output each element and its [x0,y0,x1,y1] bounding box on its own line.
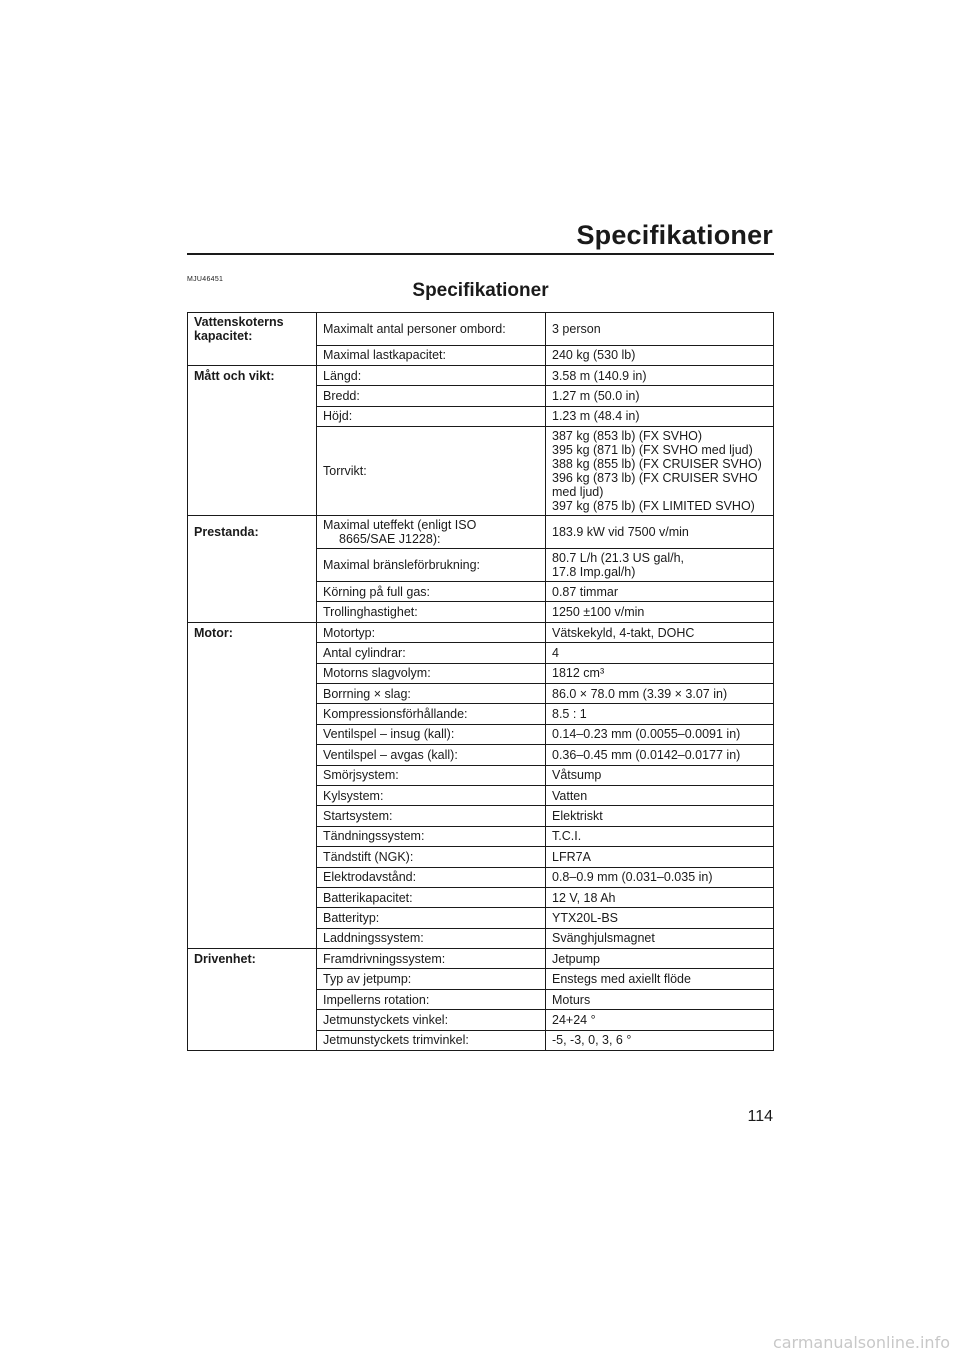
spec-category-cell [188,1010,317,1030]
spec-value-cell [546,582,774,602]
spec-value-cell [546,765,774,785]
spec-label: Torrvikt: [323,464,367,479]
spec-label-cell [317,345,546,365]
spec-category-cell [188,643,317,663]
spec-label-cell [317,365,546,385]
spec-value-cell [546,908,774,928]
spec-value-cell [546,1010,774,1030]
spec-value-cell [546,724,774,744]
spec-label: Längd: [323,368,362,383]
spec-value: 3.58 m (140.9 in) [552,368,647,383]
spec-row [188,622,774,642]
spec-value: Enstegs med axiellt flöde [552,972,691,987]
spec-row [188,949,774,969]
spec-value: Elektriskt [552,809,603,824]
spec-label-cell [317,969,546,989]
spec-label-cell [317,989,546,1009]
spec-value: 1.23 m (48.4 in) [552,409,640,424]
spec-label-cell [317,826,546,846]
spec-value-cell [546,785,774,805]
spec-value-cell [546,406,774,426]
spec-value: 240 kg (530 lb) [552,348,636,363]
spec-label-cell [317,549,546,582]
spec-label-cell [317,602,546,622]
spec-value-cell [546,516,774,549]
spec-category-cell [188,928,317,948]
spec-label: Elektrodavstånd: [323,870,417,885]
page-number: 114 [747,1108,773,1125]
spec-label: Motorns slagvolym: [323,666,431,681]
spec-row [188,908,774,928]
spec-label-cell [317,582,546,602]
spec-row [188,313,774,346]
spec-label: Impellerns rotation: [323,992,430,1007]
spec-category-cell [188,386,317,406]
spec-value-cell [546,427,774,516]
spec-category-cell [188,582,317,602]
spec-label: Kompressionsförhållande: [323,707,468,722]
spec-label: Borrning × slag: [323,686,411,701]
spec-value: 12 V, 18 Ah [552,890,616,905]
spec-row [188,704,774,724]
spec-category-cell [188,602,317,622]
spec-label: Smörjsystem: [323,768,399,783]
spec-label: Tändningssystem: [323,829,425,844]
spec-label: Maximalt antal personer ombord: [323,321,506,336]
spec-value-cell [546,704,774,724]
spec-label: Körning på full gas: [323,584,431,599]
spec-category-cell [188,704,317,724]
spec-value: -5, -3, 0, 3, 6 ° [552,1033,632,1048]
spec-label-cell [317,663,546,683]
spec-row [188,549,774,582]
spec-label-cell [317,1010,546,1030]
spec-row [188,887,774,907]
spec-label: Startsystem: [323,809,393,824]
spec-value-cell [546,549,774,582]
spec-category-cell [188,867,317,887]
spec-row [188,582,774,602]
spec-label: Tändstift (NGK): [323,849,414,864]
spec-value: 8.5 : 1 [552,707,587,722]
spec-value: 0.36–0.45 mm (0.0142–0.0177 in) [552,747,741,762]
spec-row [188,847,774,867]
spec-value-cell [546,386,774,406]
spec-label-cell [317,745,546,765]
spec-label-cell [317,1030,546,1050]
spec-value: 183.9 kW vid 7500 v/min [552,525,689,540]
spec-value-cell [546,949,774,969]
spec-value: Jetpump [552,951,600,966]
spec-row [188,427,774,516]
spec-value-cell [546,365,774,385]
spec-label-cell [317,684,546,704]
spec-row [188,663,774,683]
spec-category-cell [188,313,317,346]
spec-label: Antal cylindrar: [323,645,406,660]
spec-value: Svänghjulsmagnet [552,931,655,946]
spec-value: 0.87 timmar [552,584,618,599]
spec-category-cell [188,1030,317,1050]
spec-label: Batterikapacitet: [323,890,413,905]
spec-value: 387 kg (853 lb) (FX SVHO) [552,429,703,444]
spec-category-cell [188,949,317,969]
spec-row [188,745,774,765]
spec-row [188,989,774,1009]
spec-label-cell [317,386,546,406]
spec-category-cell [188,989,317,1009]
spec-value: 86.0 × 78.0 mm (3.39 × 3.07 in) [552,686,728,701]
spec-value: 17.8 Imp.gal/h) [552,565,636,580]
spec-category-cell [188,622,317,642]
spec-row [188,345,774,365]
spec-label-cell [317,406,546,426]
spec-label: Jetmunstyckets vinkel: [323,1012,449,1027]
spec-value: 3 person [552,321,601,336]
spec-category-cell [188,549,317,582]
spec-label: Maximal bränsleförbrukning: [323,558,481,573]
spec-value: med ljud) [552,485,604,500]
spec-label: Motortyp: [323,625,376,640]
spec-label-cell [317,622,546,642]
spec-label: Ventilspel – avgas (kall): [323,747,458,762]
spec-row [188,643,774,663]
spec-table [187,312,774,1051]
spec-row [188,365,774,385]
spec-row [188,1010,774,1030]
spec-label: Jetmunstyckets trimvinkel: [323,1033,469,1048]
spec-label: Framdrivningssystem: [323,951,446,966]
spec-row [188,602,774,622]
spec-value: T.C.I. [552,829,582,844]
spec-value-cell [546,989,774,1009]
watermark-text: carmanualsonline.info [772,1333,950,1352]
spec-category: Drivenhet: [194,952,256,967]
spec-category-cell [188,745,317,765]
spec-value-cell [546,622,774,642]
spec-category-cell [188,785,317,805]
spec-row [188,826,774,846]
spec-row [188,386,774,406]
spec-category-cell [188,345,317,365]
spec-label-cell [317,949,546,969]
spec-label-cell [317,887,546,907]
spec-category-cell [188,516,317,549]
spec-label: Bredd: [323,388,360,403]
spec-table-body [188,313,774,1051]
spec-row [188,867,774,887]
spec-label: Trollinghastighet: [323,605,418,620]
spec-value: 0.8–0.9 mm (0.031–0.035 in) [552,870,713,885]
spec-value: 388 kg (855 lb) (FX CRUISER SVHO) [552,457,762,472]
spec-category-cell [188,908,317,928]
spec-label: Laddningssystem: [323,931,424,946]
spec-label: Batterityp: [323,911,380,925]
spec-value-cell [546,684,774,704]
spec-row [188,969,774,989]
spec-value-cell [546,826,774,846]
spec-label-cell [317,643,546,663]
document-code: MJU46451 [187,276,224,283]
spec-row [188,1030,774,1050]
spec-label-cell [317,313,546,346]
spec-value-cell [546,806,774,826]
spec-value: 1250 ±100 v/min [552,605,645,620]
spec-label-cell [317,765,546,785]
spec-label: Maximal lastkapacitet: [323,348,446,363]
spec-value: 1.27 m (50.0 in) [552,388,640,403]
spec-label-cell [317,516,546,549]
spec-label: 8665/SAE J1228): [339,532,441,547]
spec-label: Kylsystem: [323,788,384,803]
spec-value-cell [546,345,774,365]
spec-value-cell [546,663,774,683]
spec-value: LFR7A [552,849,591,864]
spec-row [188,806,774,826]
spec-value: 396 kg (873 lb) (FX CRUISER SVHO [552,471,758,486]
spec-category-cell [188,887,317,907]
spec-label-cell [317,928,546,948]
spec-value: 24+24 ° [552,1012,596,1027]
spec-value: 4 [552,645,559,660]
spec-value-cell [546,928,774,948]
spec-value-cell [546,867,774,887]
spec-category-cell [188,684,317,704]
spec-value-cell [546,969,774,989]
spec-category: kapacitet: [194,329,253,343]
spec-label: Höjd: [323,409,353,424]
spec-label: Typ av jetpump: [323,972,412,987]
spec-category: Vattenskoterns [194,315,284,329]
spec-row [188,516,774,549]
spec-value-cell [546,643,774,663]
spec-label-cell [317,806,546,826]
spec-category-cell [188,806,317,826]
spec-label-cell [317,908,546,928]
spec-value: 0.14–0.23 mm (0.0055–0.0091 in) [552,727,741,742]
spec-value: 395 kg (871 lb) (FX SVHO med ljud) [552,443,753,458]
spec-row [188,684,774,704]
spec-value-cell [546,745,774,765]
header-rule [187,253,774,255]
spec-label-cell [317,724,546,744]
spec-category-cell [188,826,317,846]
spec-category-cell [188,365,317,385]
spec-label: Maximal uteffekt (enligt ISO [323,518,477,533]
spec-category-cell [188,724,317,744]
spec-category: Prestanda: [194,525,259,540]
spec-category-cell [188,427,317,516]
spec-row [188,928,774,948]
spec-category-cell [188,406,317,426]
spec-value-cell [546,1030,774,1050]
spec-value: Våtsump [552,768,602,783]
spec-value: 80.7 L/h (21.3 US gal/h, [552,551,685,566]
spec-value-cell [546,313,774,346]
spec-label-cell [317,847,546,867]
spec-category-cell [188,765,317,785]
spec-label-cell [317,867,546,887]
spec-category: Mått och vikt: [194,368,275,383]
spec-label-cell [317,704,546,724]
spec-row [188,406,774,426]
spec-value-cell [546,887,774,907]
spec-value: 1812 cm³ [552,666,605,681]
spec-value: YTX20L-BS [552,911,619,925]
spec-category-cell [188,847,317,867]
spec-label-cell [317,785,546,805]
spec-row [188,785,774,805]
spec-value-cell [546,602,774,622]
spec-row [188,724,774,744]
page-header-title: Specifikationer [576,220,773,250]
spec-row [188,765,774,785]
spec-value: Vätskekyld, 4-takt, DOHC [552,625,695,640]
spec-value: 397 kg (875 lb) (FX LIMITED SVHO) [552,499,755,514]
spec-category: Motor: [194,625,233,640]
spec-label-cell [317,427,546,516]
spec-value-cell [546,847,774,867]
spec-category-cell [188,663,317,683]
spec-category-cell [188,969,317,989]
spec-label: Ventilspel – insug (kall): [323,727,455,742]
spec-value: Moturs [552,992,591,1007]
spec-value: Vatten [552,788,588,803]
section-title: Specifikationer [412,280,549,301]
